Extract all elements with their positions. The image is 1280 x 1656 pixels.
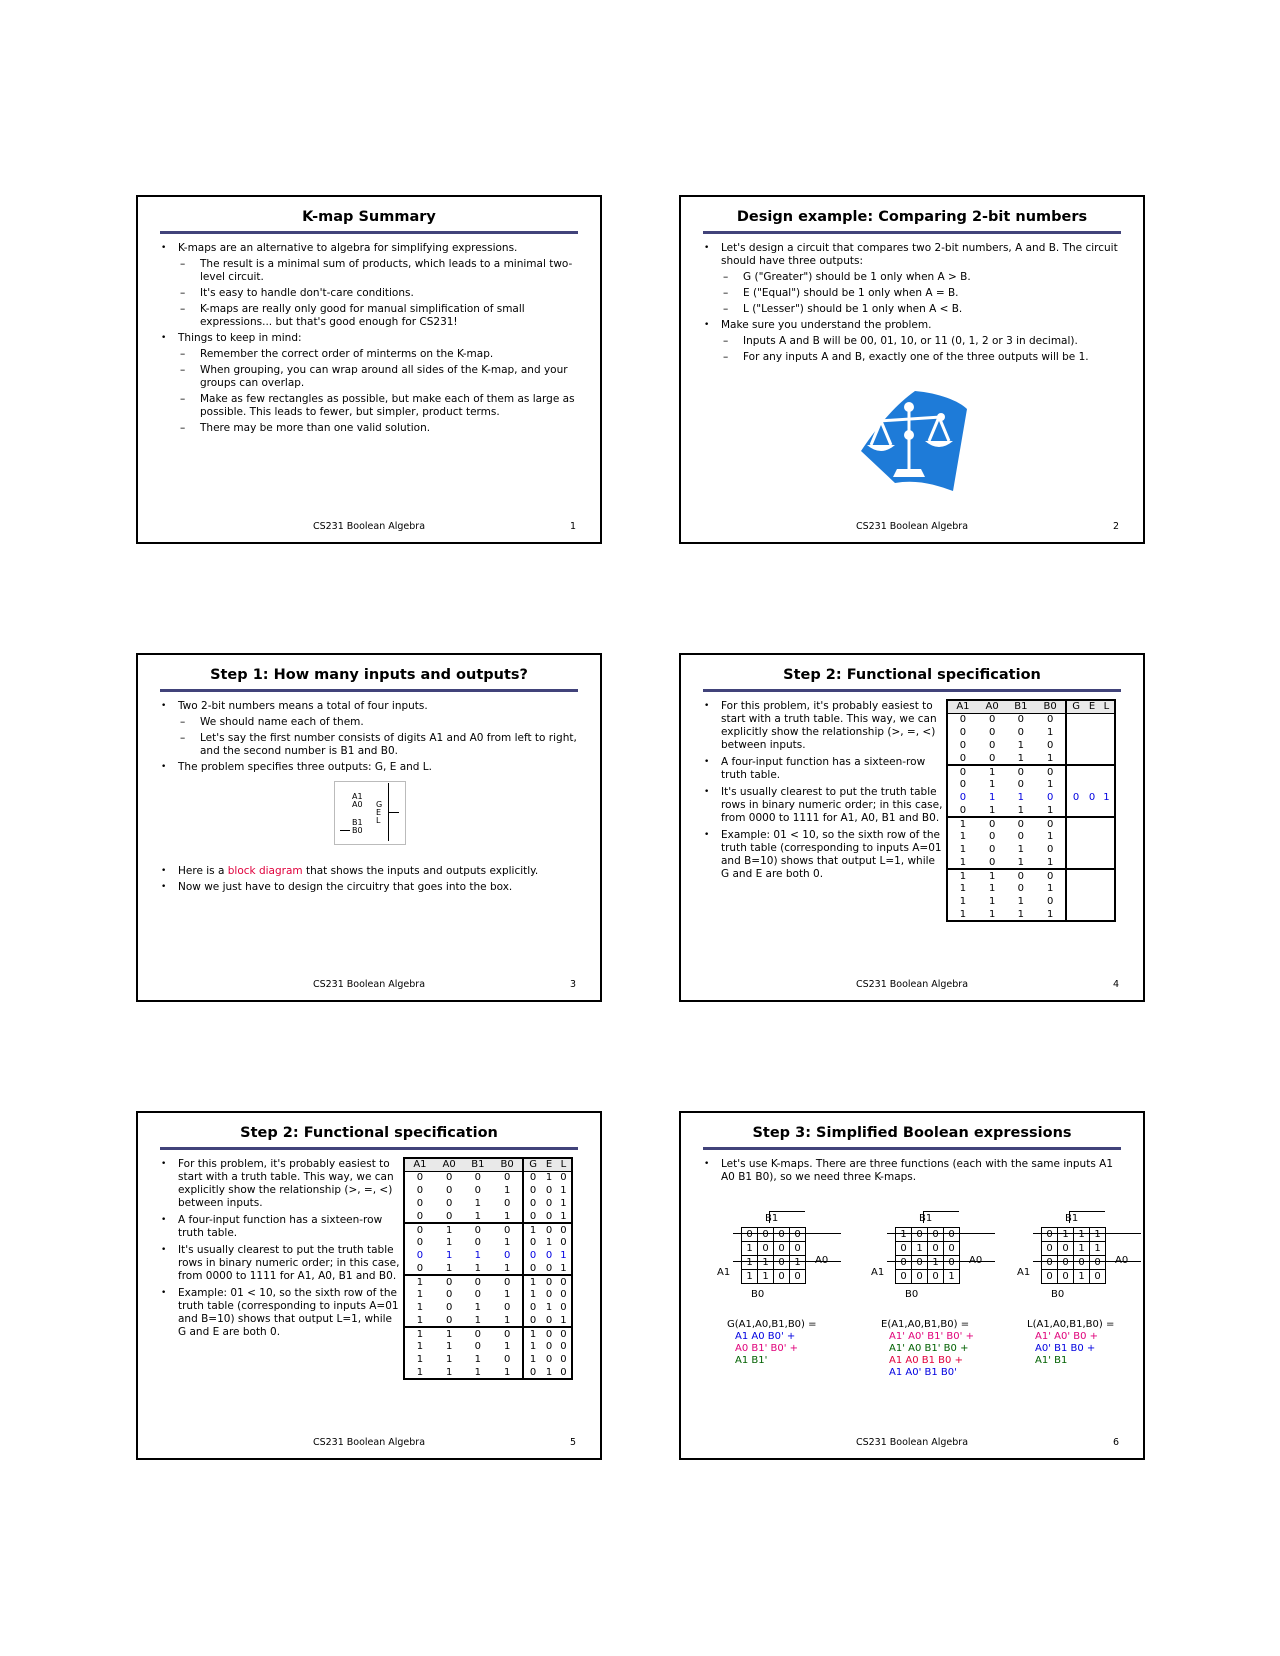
table-row: 1 0 1 1 0 0 1 xyxy=(416,1314,567,1326)
kmap-label-a0: A0 xyxy=(969,1255,983,1266)
bullet: – K-maps are really only good for manual simplification of small expressions... but that's good enough for CS231! xyxy=(158,303,580,329)
slide-title: Step 2: Functional specification xyxy=(240,1125,498,1141)
kmap-cell: 1 xyxy=(1058,1228,1074,1242)
kmap-row xyxy=(896,1228,960,1242)
kmap-cell: 1 xyxy=(758,1270,774,1284)
kmap-cell: 1 xyxy=(742,1242,758,1256)
kmap-cell: 0 xyxy=(1058,1270,1074,1284)
bullet: • Make sure you understand the problem. xyxy=(701,319,1123,332)
kmap-cell: 0 xyxy=(1090,1256,1106,1270)
slide-number: 6 xyxy=(1112,1437,1119,1448)
kmap-cell: 0 xyxy=(1042,1256,1058,1270)
kmap-label-b1: B1 xyxy=(765,1213,779,1224)
kmap-label-a1: A1 xyxy=(1017,1267,1031,1278)
table-row: 0 0 0 0 xyxy=(947,713,1115,726)
bullet: • Two 2-bit numbers means a total of four inputs. xyxy=(158,700,580,713)
kmap-cell: 0 xyxy=(774,1242,790,1256)
bullet: • Let's use K-maps. There are three functions (each with the same inputs A1 A0 B1 B0), so we need three K-maps. xyxy=(701,1158,1123,1184)
bullet: – When grouping, you can wrap around all sides of the K-map, and your groups can overlap. xyxy=(158,364,580,390)
table-row: 1 0 1 0 xyxy=(947,843,1115,856)
table-row: 1 1 1 0 1 0 0 xyxy=(416,1354,567,1365)
kmap-term: A1 A0' B1 B0' xyxy=(889,1367,957,1378)
bullet: • Example: 01 < 10, so the sixth row of the truth table (corresponding to inputs A=01 and B=10) shows that output L=1, while G and E are both 0. xyxy=(158,1287,400,1339)
kmap-cell: 1 xyxy=(944,1270,960,1284)
block-diagram-link[interactable]: block diagram xyxy=(227,865,303,877)
kmap-label-b1: B1 xyxy=(919,1213,933,1224)
table-row: 0 0 1 1 0 0 1 xyxy=(416,1210,567,1222)
table-header: B1 xyxy=(1006,700,1035,713)
kmap-cell: 1 xyxy=(1074,1228,1090,1242)
slide-5 xyxy=(136,1111,602,1460)
slide-body xyxy=(158,1158,400,1343)
kmap-row xyxy=(742,1228,806,1242)
title-rule xyxy=(703,689,1121,692)
slide-footer: CS231 Boolean Algebra xyxy=(312,979,426,990)
table-row: 1 1 1 1 0 1 0 xyxy=(416,1366,567,1378)
bullet: • Now we just have to design the circuitry that goes into the box. xyxy=(158,881,580,894)
block-diagram: A1 A0 B1 B0 G E L xyxy=(334,781,406,845)
kmap-term: A1' A0 B1' B0 + xyxy=(889,1343,969,1354)
bullet: • It's usually clearest to put the truth table rows in binary numeric order; in this case, from 0000 to 1111 for A1, A0, B1 and B0. xyxy=(158,1244,400,1283)
slide-title: Design example: Comparing 2-bit numbers xyxy=(736,209,1088,225)
kmap-row xyxy=(896,1270,960,1284)
table-header: B1 xyxy=(463,1158,492,1171)
kmap-term: A1' A0' B0 + xyxy=(1035,1331,1099,1342)
slide-body xyxy=(701,242,1123,367)
bullet: – For any inputs A and B, exactly one of the three outputs will be 1. xyxy=(701,351,1123,364)
table-row: 0 0 0 1 0 0 1 xyxy=(416,1185,567,1196)
kmap-label-b0: B0 xyxy=(905,1289,919,1300)
kmap-cell: 0 xyxy=(1090,1270,1106,1284)
bullet: • The problem specifies three outputs: G, E and L. xyxy=(158,761,580,774)
bullet: – G ("Greater") should be 1 only when A > B. xyxy=(701,271,1123,284)
kmap-cell: 0 xyxy=(896,1256,912,1270)
truth-table-partial xyxy=(946,699,1116,922)
table-header: A0 xyxy=(978,700,1007,713)
bullet: – Make as few rectangles as possible, but make each of them as large as possible. This leads to fewer, but simpler, product terms. xyxy=(158,393,580,419)
table-row: 0 1 0 1 xyxy=(947,778,1115,791)
kmap-function: L(A1,A0,B1,B0) = xyxy=(1027,1319,1115,1330)
table-header: L xyxy=(556,1158,572,1171)
slide-title: Step 2: Functional specification xyxy=(783,667,1041,683)
kmap-cell: 0 xyxy=(758,1242,774,1256)
slide-title: K-map Summary xyxy=(302,209,436,225)
table-header: L xyxy=(1099,700,1115,713)
kmap-cell: 0 xyxy=(1042,1242,1058,1256)
table-row: 0 1 1 0 0 0 1 xyxy=(959,792,1110,803)
bullet: • For this problem, it's probably easiest to start with a truth table. This way, we can explicitly show the relationship (>, =, <) between inputs. xyxy=(701,700,943,752)
kmap-cell: 0 xyxy=(896,1270,912,1284)
kmap-term: A1 A0 B1 B0 + xyxy=(889,1355,963,1366)
slide-3 xyxy=(136,653,602,1002)
bullet: • Things to keep in mind: xyxy=(158,332,580,345)
kmap-cell: 0 xyxy=(912,1270,928,1284)
kmap-cell: 0 xyxy=(1074,1256,1090,1270)
kmap-cell: 0 xyxy=(928,1228,944,1242)
bullet: – The result is a minimal sum of products, which leads to a minimal two-level circuit. xyxy=(158,258,580,284)
bullet: – Remember the correct order of minterms on the K-map. xyxy=(158,348,580,361)
kmap-term: A1' B1 xyxy=(1035,1355,1068,1366)
slide-1 xyxy=(136,195,602,544)
slide-6 xyxy=(679,1111,1145,1460)
kmap-label-b0: B0 xyxy=(1051,1289,1065,1300)
kmap-label-a1: A1 xyxy=(871,1267,885,1278)
kmap-cell: 1 xyxy=(790,1256,806,1270)
table-row: 1 0 0 0 xyxy=(947,817,1115,830)
kmap-term: A0 B1' B0' + xyxy=(735,1343,799,1354)
kmap-cell: 0 xyxy=(774,1228,790,1242)
slide-title: Step 1: How many inputs and outputs? xyxy=(210,667,528,683)
slide-body xyxy=(701,700,943,885)
kmap-cell: 0 xyxy=(742,1228,758,1242)
table-header: E xyxy=(542,1158,556,1171)
slide-2 xyxy=(679,195,1145,544)
bullet: – L ("Lesser") should be 1 only when A < B. xyxy=(701,303,1123,316)
bullet: • Let's design a circuit that compares two 2-bit numbers, A and B. The circuit should have three outputs: xyxy=(701,242,1123,268)
table-row: 1 1 0 0 xyxy=(947,869,1115,882)
kmap-row xyxy=(742,1242,806,1256)
kmap-cell: 0 xyxy=(912,1228,928,1242)
kmap-cell: 1 xyxy=(758,1256,774,1270)
bullet: – We should name each of them. xyxy=(158,716,580,729)
kmap-function: G(A1,A0,B1,B0) = xyxy=(727,1319,817,1330)
kmap-cell: 0 xyxy=(944,1228,960,1242)
kmap-term: A0' B1 B0 + xyxy=(1035,1343,1096,1354)
kmap-label-b1: B1 xyxy=(1065,1213,1079,1224)
kmap-cell: 0 xyxy=(896,1242,912,1256)
kmap-cell: 1 xyxy=(1090,1242,1106,1256)
kmap-cell: 0 xyxy=(912,1256,928,1270)
bullet: • A four-input function has a sixteen-row truth table. xyxy=(158,1214,400,1240)
kmap-cell: 1 xyxy=(742,1256,758,1270)
table-row: 0 1 1 1 0 0 1 xyxy=(416,1262,567,1274)
title-rule xyxy=(160,1147,578,1150)
slide-number: 3 xyxy=(569,979,576,990)
table-header: A1 xyxy=(947,700,978,713)
kmap xyxy=(717,1211,847,1391)
table-row: 1 0 1 0 0 1 0 xyxy=(416,1302,567,1313)
table-row: 1 1 0 1 xyxy=(947,882,1115,895)
table-header: A0 xyxy=(435,1158,464,1171)
slide-number: 5 xyxy=(569,1437,576,1448)
kmap-cell: 0 xyxy=(1042,1228,1058,1242)
kmap-row xyxy=(1042,1242,1106,1256)
table-row: 0 1 1 1 xyxy=(947,804,1115,817)
kmap-cell: 0 xyxy=(1058,1256,1074,1270)
table-row: 1 0 0 1 1 0 0 xyxy=(416,1289,567,1300)
table-header: G xyxy=(1066,700,1085,713)
kmap-term: A1' A0' B1' B0' + xyxy=(889,1331,974,1342)
table-header: A1 xyxy=(404,1158,435,1171)
kmap-cell: 0 xyxy=(944,1242,960,1256)
kmap-cell: 0 xyxy=(928,1270,944,1284)
kmap-row xyxy=(1042,1270,1106,1284)
table-row: 1 0 0 1 xyxy=(947,830,1115,843)
kmap-cell: 0 xyxy=(944,1256,960,1270)
kmap-cell: 0 xyxy=(774,1270,790,1284)
kmap-row xyxy=(1042,1256,1106,1270)
kmap-cell: 0 xyxy=(1042,1270,1058,1284)
table-row: 0 0 1 0 xyxy=(947,739,1115,752)
slide-footer: CS231 Boolean Algebra xyxy=(312,521,426,532)
bullet: • Example: 01 < 10, so the sixth row of the truth table (corresponding to inputs A=01 and B=10) shows that output L=1, while G and E are both 0. xyxy=(701,829,943,881)
table-row: 0 0 1 0 0 0 1 xyxy=(416,1198,567,1209)
slide-footer: CS231 Boolean Algebra xyxy=(855,521,969,532)
kmap-cell: 1 xyxy=(1090,1228,1106,1242)
kmap-row xyxy=(742,1256,806,1270)
slide-footer: CS231 Boolean Algebra xyxy=(855,1437,969,1448)
title-rule xyxy=(160,231,578,234)
kmap-cell: 0 xyxy=(774,1256,790,1270)
bullet: – It's easy to handle don't-care conditions. xyxy=(158,287,580,300)
slide-body xyxy=(158,242,580,438)
slide-body xyxy=(701,1158,1123,1187)
slide-4 xyxy=(679,653,1145,1002)
slide-title: Step 3: Simplified Boolean expressions xyxy=(752,1125,1072,1141)
kmap-row xyxy=(1042,1228,1106,1242)
kmap-cell: 0 xyxy=(928,1242,944,1256)
kmap-cell: 1 xyxy=(1074,1270,1090,1284)
table-row: 1 1 0 0 1 0 0 xyxy=(404,1327,572,1340)
table-row: 0 1 0 0 xyxy=(947,765,1115,778)
kmap-cell: 0 xyxy=(790,1242,806,1256)
bullet: – Inputs A and B will be 00, 01, 10, or 11 (0, 1, 2 or 3 in decimal). xyxy=(701,335,1123,348)
bullet: • For this problem, it's probably easiest to start with a truth table. This way, we can explicitly show the relationship (>, =, <) between inputs. xyxy=(158,1158,400,1210)
kmap-term: A1 A0 B0' + xyxy=(735,1331,796,1342)
table-row: 1 0 1 1 xyxy=(947,856,1115,869)
table-row: 1 1 1 0 xyxy=(947,895,1115,908)
kmap-label-a0: A0 xyxy=(815,1255,829,1266)
truth-table-full xyxy=(403,1157,573,1380)
title-rule xyxy=(160,689,578,692)
bullet: • Here is a block diagram that shows the inputs and outputs explicitly. xyxy=(158,865,580,878)
bullet: • A four-input function has a sixteen-row truth table. xyxy=(701,756,943,782)
slide-number: 1 xyxy=(569,521,576,532)
table-row: 1 0 0 0 1 0 0 xyxy=(404,1275,572,1288)
kmap-term: A1 B1' xyxy=(735,1355,768,1366)
table-header: B0 xyxy=(492,1158,523,1171)
bullet: – There may be more than one valid solution. xyxy=(158,422,580,435)
balance-scale-icon xyxy=(857,387,969,497)
slide-number: 2 xyxy=(1112,521,1119,532)
table-row: 1 1 0 1 1 0 0 xyxy=(416,1341,567,1352)
table-row: 0 0 1 1 xyxy=(947,752,1115,765)
bullet: • It's usually clearest to put the truth table rows in binary numeric order; in this case, from 0000 to 1111 for A1, A0, B1 and B0. xyxy=(701,786,943,825)
table-row: 0 1 0 1 0 1 0 xyxy=(416,1237,567,1248)
slide-footer: CS231 Boolean Algebra xyxy=(855,979,969,990)
table-row: 0 1 0 0 1 0 0 xyxy=(404,1223,572,1236)
table-row: 0 1 1 0 0 0 1 xyxy=(416,1250,567,1261)
kmap-cell: 1 xyxy=(1074,1242,1090,1256)
kmap-cell: 0 xyxy=(1058,1242,1074,1256)
kmap xyxy=(871,1211,1001,1391)
bullet: • K-maps are an alternative to algebra for simplifying expressions. xyxy=(158,242,580,255)
bullet: – Let's say the first number consists of digits A1 and A0 from left to right, and the second number is B1 and B0. xyxy=(158,732,580,758)
kmap-cell: 0 xyxy=(758,1228,774,1242)
bullet: – E ("Equal") should be 1 only when A = B. xyxy=(701,287,1123,300)
table-row: 1 1 1 1 xyxy=(947,908,1115,921)
kmap-cell: 0 xyxy=(790,1270,806,1284)
kmap-function: E(A1,A0,B1,B0) = xyxy=(881,1319,970,1330)
table-header: E xyxy=(1085,700,1099,713)
title-rule xyxy=(703,1147,1121,1150)
kmap xyxy=(1017,1211,1147,1391)
slide-footer: CS231 Boolean Algebra xyxy=(312,1437,426,1448)
kmap-row xyxy=(896,1242,960,1256)
kmap-row xyxy=(742,1270,806,1284)
table-header: B0 xyxy=(1035,700,1066,713)
kmap-cell: 1 xyxy=(928,1256,944,1270)
table-header: G xyxy=(523,1158,542,1171)
kmap-label-b0: B0 xyxy=(751,1289,765,1300)
kmap-label-a1: A1 xyxy=(717,1267,731,1278)
kmap-label-a0: A0 xyxy=(1115,1255,1129,1266)
table-row: 0 0 0 1 xyxy=(947,726,1115,739)
slide-body xyxy=(158,700,580,777)
kmap-row xyxy=(896,1256,960,1270)
kmap-cell: 1 xyxy=(912,1242,928,1256)
kmap-cell: 1 xyxy=(896,1228,912,1242)
kmap-cell: 1 xyxy=(742,1270,758,1284)
title-rule xyxy=(703,231,1121,234)
table-row: 0 0 0 0 0 1 0 xyxy=(416,1172,567,1184)
slide-number: 4 xyxy=(1112,979,1119,990)
kmap-cell: 0 xyxy=(790,1228,806,1242)
